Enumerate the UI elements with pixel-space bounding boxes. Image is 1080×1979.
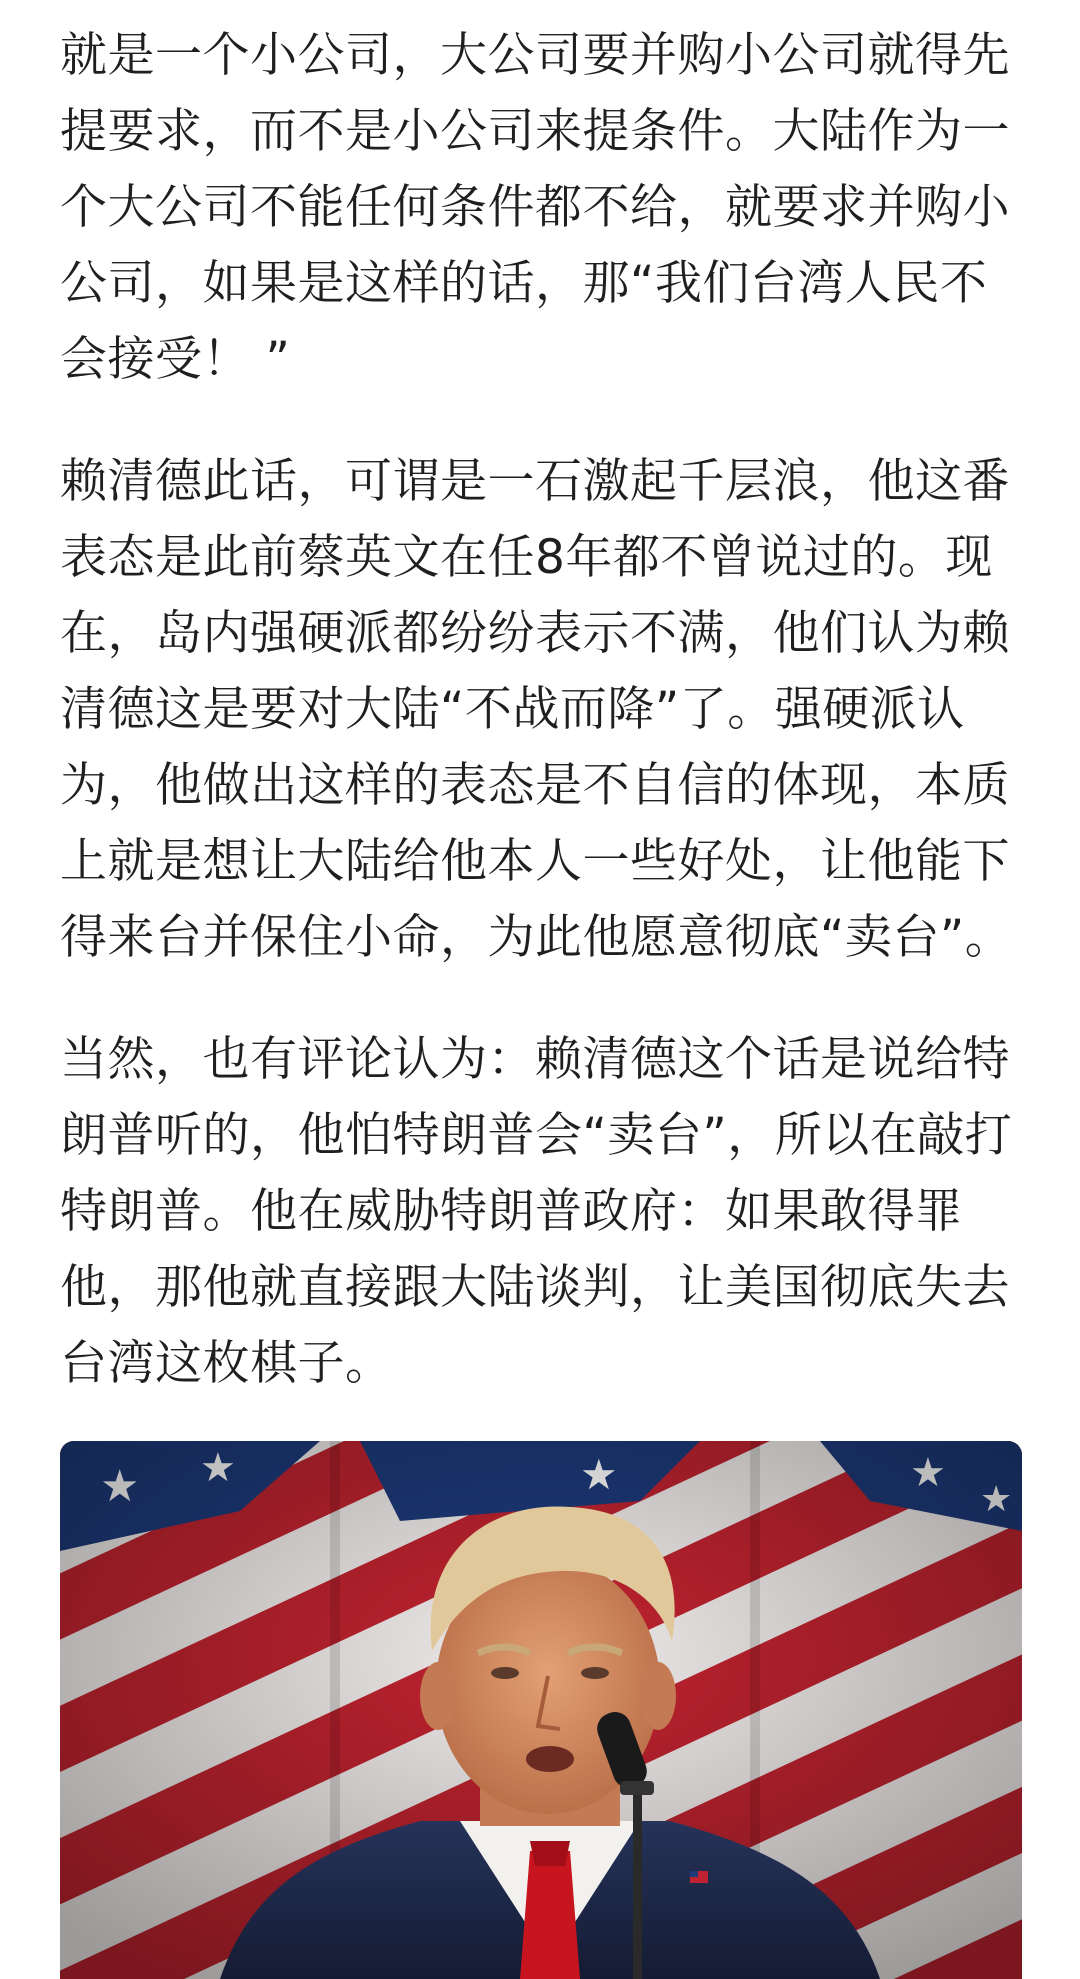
article-photo[interactable] (60, 1441, 1022, 1979)
paragraph-2: 赖清德此话，可谓是一石激起千层浪，他这番表态是此前蔡英文在任8年都不曾说过的。现在，岛内强硬派都纷纷表示不满，他们认为赖清德这是要对大陆“不战而降”了。强硬派认为，他做出这样的表态是不自信的体现，本质上就是想让大陆给他本人一些好处，让他能下得来台并保住小命，为此他愿意彻底“卖台”。 (60, 454, 1013, 965)
speaker-photo-illustration (60, 1441, 1022, 1979)
paragraph-1: 就是一个小公司，大公司要并购小公司就得先提要求，而不是小公司来提条件。大陆作为一个大公司不能任何条件都不给，就要求并购小公司，如果是这样的话，那“我们台湾人民不会接受！ ” (60, 28, 1010, 387)
article-body (60, 18, 1028, 1448)
paragraph-3: 当然，也有评论认为：赖清德这个话是说给特朗普听的，他怕特朗普会“卖台”，所以在敲打特朗普。他在威胁特朗普政府：如果敢得罪他，那他就直接跟大陆谈判，让美国彻底失去台湾这枚棋子。 (60, 1032, 1013, 1391)
